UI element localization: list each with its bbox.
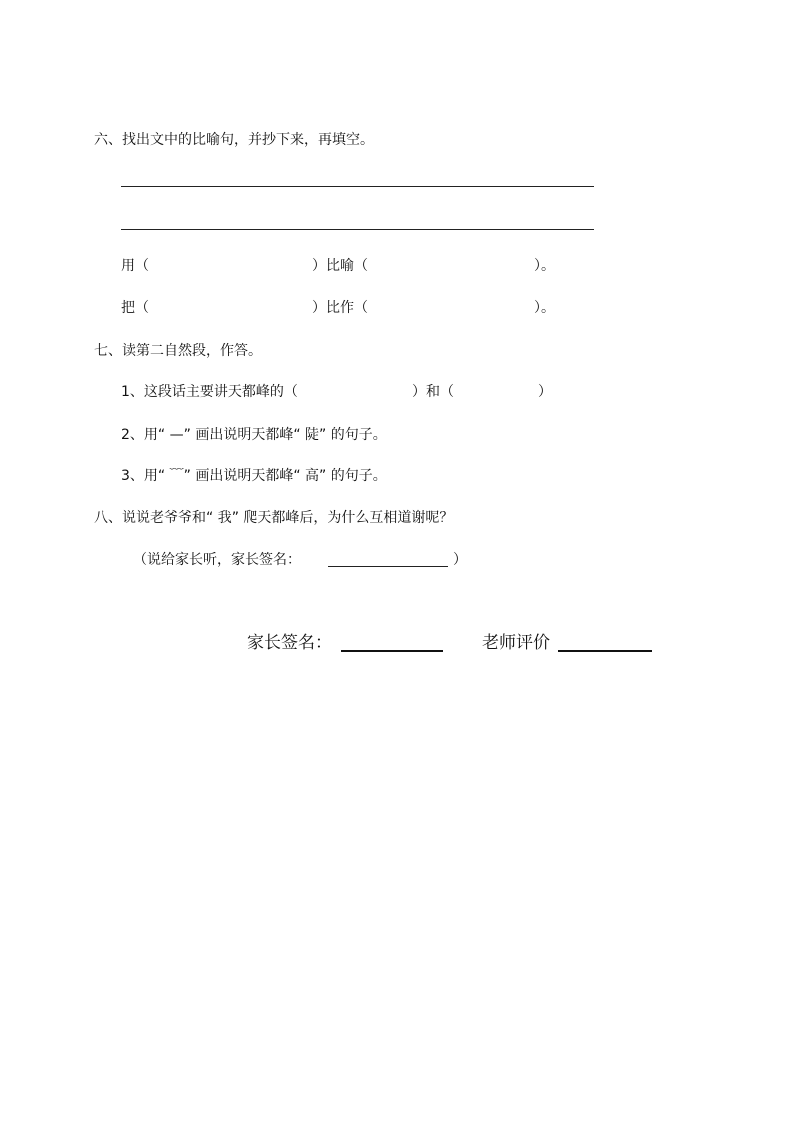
q6-row1-prefix: 用（ — [121, 258, 149, 274]
q6-row1-suffix: ）。 — [534, 258, 555, 274]
q7-heading: 七、读第二自然段，作答。 — [94, 343, 262, 359]
teacher-eval-line[interactable] — [558, 650, 652, 652]
teacher-eval-label: 老师评价 — [482, 633, 550, 653]
q6-row2-suffix: ）。 — [534, 300, 555, 316]
q6-row2-middle: ）比作（ — [312, 300, 368, 316]
q6-row1-middle: ）比喻（ — [312, 258, 368, 274]
q6-heading: 六、找出文中的比喻句，并抄下来，再填空。 — [94, 132, 374, 148]
q8-note-prefix: （说给家长听，家长签名： — [133, 552, 301, 568]
q6-row2-prefix: 把（ — [121, 300, 149, 316]
q7-item2: 2、用“ —” 画出说明天都峰“ 陡” 的句子。 — [121, 427, 387, 443]
q8-signature-line[interactable] — [328, 566, 448, 567]
q8-heading: 八、说说老爷爷和“ 我” 爬天都峰后，为什么互相道谢呢？ — [94, 510, 454, 526]
q6-answer-line-1[interactable] — [121, 186, 594, 187]
parent-sign-line[interactable] — [341, 650, 443, 652]
q8-note-suffix: ） — [453, 552, 467, 568]
q7-item1-prefix: 1、这段话主要讲天都峰的（ — [121, 384, 298, 400]
q7-item1-middle: ）和（ — [412, 384, 454, 400]
q7-item3: 3、用“ ﹋” 画出说明天都峰“ 高” 的句子。 — [121, 468, 387, 484]
q7-item1-suffix: ） — [538, 384, 552, 400]
parent-sign-label: 家长签名： — [247, 633, 332, 653]
q6-answer-line-2[interactable] — [121, 229, 594, 230]
